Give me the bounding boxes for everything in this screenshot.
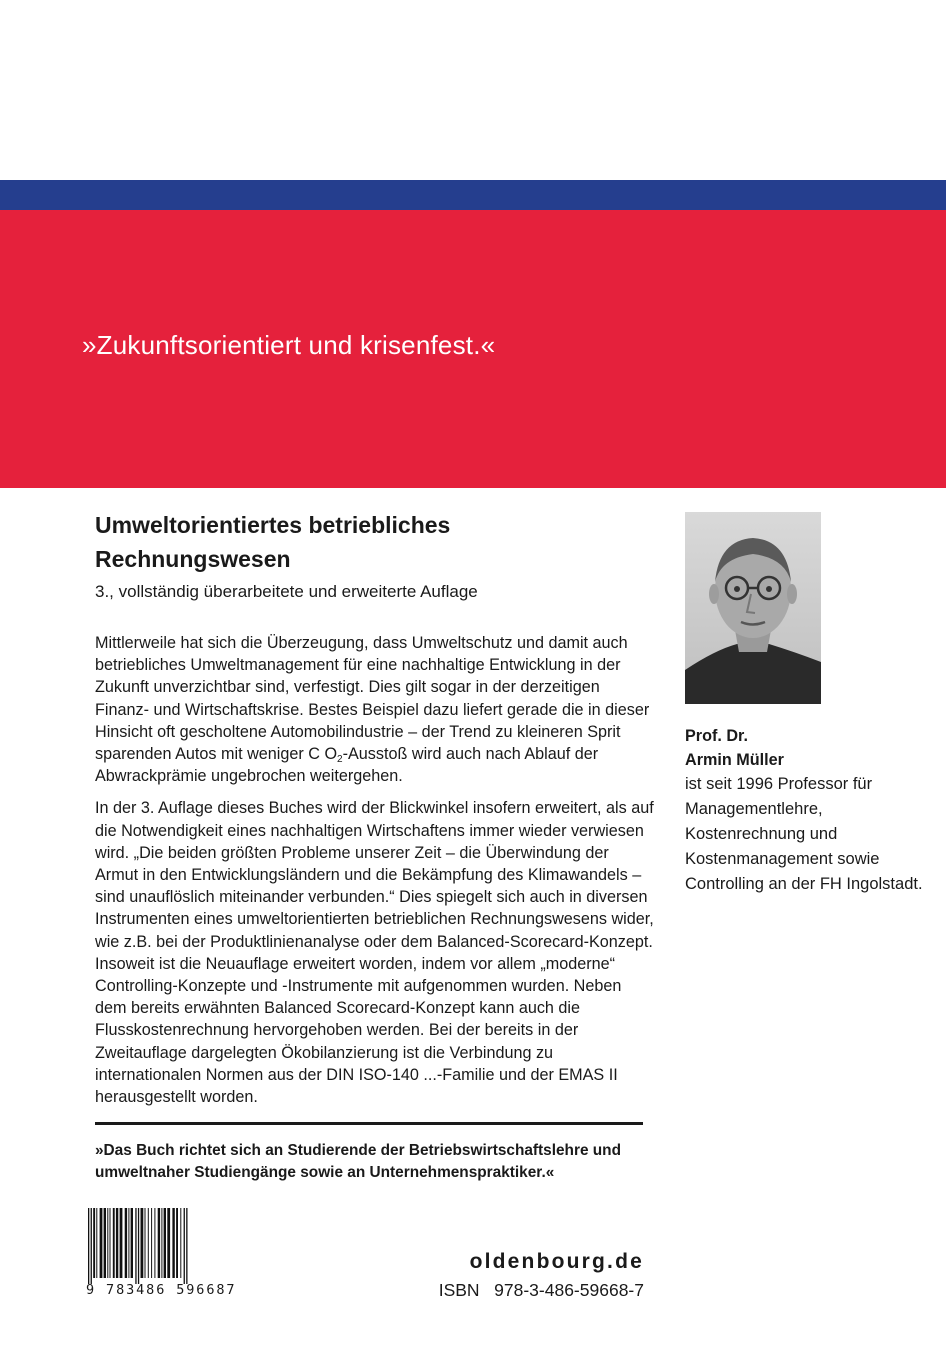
barcode-bar xyxy=(164,1208,166,1278)
barcode-bar xyxy=(145,1208,146,1278)
author-bio: ist seit 1996 Professor für Managementlehre, Kostenrechnung und Kostenmanagement sowie Controlling an der FH Ingolstadt. xyxy=(685,775,923,893)
blurb-paragraph-1 xyxy=(95,632,655,787)
barcode-bar xyxy=(93,1208,95,1278)
barcode-bar xyxy=(100,1208,103,1278)
book-title-line2: Rechnungswesen xyxy=(95,546,291,572)
blurb-paragraph-1-a: Mittlerweile hat sich die Überzeugung, dass Umweltschutz und damit auch betriebliches Umweltmanagement für eine nachhaltige Entwicklung in der Zukunft unverzichtbar sind, verfestigt. Dies gilt sogar in der derzeitigen Finanz- und Wirtschaftskrise. Bestes Beispiel dazu liefert gerade die in dieser Hinsicht oft gescholtene Automobilindustrie – der Trend zu kleineren Sprit sparenden Autos mit weniger C O xyxy=(95,634,650,764)
barcode-bar xyxy=(167,1208,170,1278)
barcode-digits: 9 783486 596687 xyxy=(86,1282,237,1298)
author-title: Prof. Dr. xyxy=(685,727,748,745)
barcode-bar xyxy=(128,1208,129,1278)
barcode-bar xyxy=(148,1208,149,1278)
barcode-bar xyxy=(104,1208,106,1278)
blurb-paragraph-1-b: -Ausstoß wird auch nach Ablauf der Abwrackprämie ungebrochen weitergehen. xyxy=(95,745,599,786)
barcode-bar xyxy=(161,1208,162,1278)
author-fullname: Armin Müller xyxy=(685,751,784,769)
barcode-bar xyxy=(176,1208,178,1278)
barcode-bar xyxy=(91,1208,92,1284)
divider-rule xyxy=(95,1122,643,1125)
tagline: »Zukunftsorientiert und krisenfest.« xyxy=(82,330,496,360)
barcode-bar xyxy=(107,1208,108,1278)
barcode-bar xyxy=(151,1208,152,1278)
barcode-bar xyxy=(113,1208,115,1278)
barcode-bar xyxy=(110,1208,111,1278)
edition-note: 3., vollständig überarbeitete und erweiterte Auflage xyxy=(95,582,478,601)
barcode-bar xyxy=(158,1208,160,1278)
author-photo xyxy=(685,512,821,704)
blurb-paragraph-2: In der 3. Auflage dieses Buches wird der Blickwinkel insofern erweitert, als auf die Notwendigkeit eines nachhaltigen Wirtschaftens immer wieder verwiesen wird. „Die beiden größten Probleme unserer Zeit – die Überwindung der Armut in den Entwicklungsländern und die Bekämpfung des Klimawandels – sind unauflöslich miteinander verbunden.“ Dies spiegelt sich auch in diversen Instrumenten eines umweltorientierten betrieblichen Rechnungswesens wider, wie z.B. bei der Produktlinienanalyse oder dem Balanced-Scorecard-Konzept. Insoweit ist die Neuauflage erweitert worden, indem vor allem „moderne“ Controlling-Konzepte und -Instrumente mit aufgenommen wurden. Neben dem bereits erwähnten Balanced Scorecard-Konzept kann auch die Flusskostenrechnung hervorgehoben werden. Bei der bereits in der Zweitauflage dargelegten Ökobilanzierung ist die Verbindung zu internationalen Normen aus der DIN ISO-140 ...-Familie und der EMAS II herausgestellt worden. xyxy=(95,799,654,1107)
co2-subscript: 2 xyxy=(337,754,343,766)
barcode-bar xyxy=(172,1208,174,1278)
isbn-number: ISBN 978-3-486-59668-7 xyxy=(438,1280,644,1300)
book-title xyxy=(95,508,655,576)
barcode-bar xyxy=(141,1208,144,1278)
publisher-url: oldenbourg.de xyxy=(469,1250,644,1273)
barcode-bar xyxy=(186,1208,187,1284)
barcode-bar xyxy=(120,1208,123,1278)
blue-stripe xyxy=(0,180,946,210)
barcode-bar xyxy=(135,1208,136,1284)
barcode-bar xyxy=(125,1208,127,1278)
barcode-bar xyxy=(184,1208,185,1284)
barcode-bar xyxy=(180,1208,181,1278)
author-name xyxy=(685,724,784,772)
book-title-line1: Umweltorientiertes betriebliches xyxy=(95,512,451,538)
barcode-bar xyxy=(131,1208,133,1278)
barcode-bar xyxy=(88,1208,89,1284)
barcode-bar xyxy=(138,1208,139,1284)
target-audience-quote: »Das Buch richtet sich an Studierende der Betriebswirtschaftslehre und umweltnaher Studiengänge sowie an Unternehmenspraktiker.« xyxy=(95,1142,621,1181)
barcode-bar xyxy=(96,1208,97,1278)
barcode-bar xyxy=(154,1208,155,1278)
blurb xyxy=(95,632,655,1118)
barcode-bar xyxy=(116,1208,118,1278)
